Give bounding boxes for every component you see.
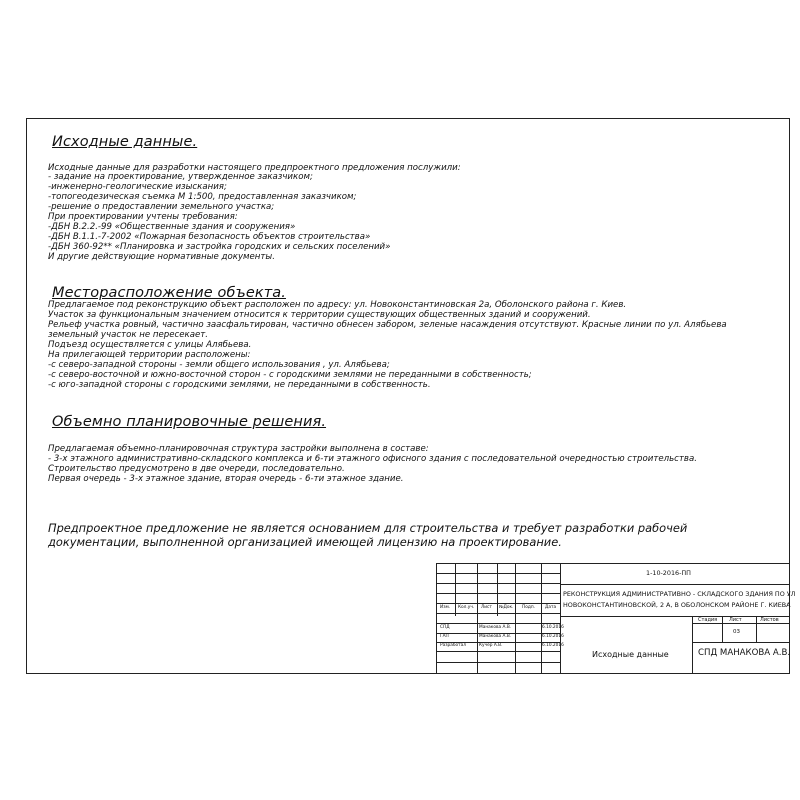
stage-label: Стадия (698, 617, 718, 623)
text-line: -инженерно-геологические изыскания; (48, 182, 227, 192)
section-title-planning-decisions: Объемно планировочные решения. (52, 414, 327, 430)
text-line: -ДБН В.2.2.-99 «Общественные здания и сооружения» (48, 222, 296, 232)
text-line: Подъезд осуществляется с улицы Алябьева. (48, 340, 252, 350)
text-line: - 3-х этажного административно-складского комплекса и 6-ти этажного офисного здания с последовательной очередностью строительства. (48, 454, 697, 464)
signature-name: Манакова А.В. (479, 634, 512, 639)
header-col-list: Лист (481, 605, 492, 610)
header-col-doc: №Док. (499, 605, 514, 610)
text-line: -ДБН 360-92** «Планировка и застройка городских и сельских поселений» (48, 242, 391, 252)
text-line: На прилегающей территории расположены: (48, 350, 251, 360)
disclaimer-note-line: Предпроектное предложение не является основанием для строительства и требует разработки рабочей (48, 521, 688, 535)
header-col-izm: Изм. (440, 605, 451, 610)
header-col-date: Дата (545, 605, 557, 610)
text-line: -ДБН В.1.1.-7-2002 «Пожарная безопасность объектов строительства» (48, 232, 371, 242)
signature-name: Манакова А.В. (479, 625, 512, 630)
signature-role: Разработал (440, 643, 467, 648)
project-title-line-2: НОВОКОНСТАНТИНОВСКОЙ, 2 А, В ОБОЛОНСКОМ РАЙОНЕ Г. КИЕВА (563, 601, 791, 609)
organization-name: СПД МАНАКОВА А.В. (698, 648, 791, 658)
disclaimer-note-line: документации, выполненной организацией имеющей лицензию на проектирование. (48, 535, 562, 549)
project-title-line-1: РЕКОНСТРУКЦИЯ АДМИНИСТРАТИВНО - СКЛАДСКОГО ЗДАНИЯ ПО УЛ (563, 590, 796, 598)
text-line: Первая очередь - 3-х этажное здание, вторая очередь - 6-ти этажное здание. (48, 474, 404, 484)
text-line: Участок за функциональным значением относится к территории существующих общественных зданий и сооружений. (48, 310, 591, 320)
signature-date: 6.10.2016 (542, 634, 564, 639)
text-line: Предлагаемое под реконструкцию объект расположен по адресу: ул. Новоконстантиновская 2а, Оболонского района г. Киев. (48, 300, 627, 310)
sheet-number: 03 (733, 629, 740, 635)
text-line: -топогеодезическая съемка М 1:500, предоставленная заказчиком; (48, 192, 357, 202)
signature-role: СПД (440, 625, 450, 630)
text-line: земельный участок не пересекает. (48, 330, 209, 340)
text-line: - задание на проектирование, утвержденное заказчиком; (48, 172, 313, 182)
text-line: -решение о предоставлении земельного участка; (48, 202, 275, 212)
header-col-kol: Кол.уч. (458, 605, 475, 610)
signature-role: ГАП (440, 634, 449, 639)
text-line: -с северо-восточной и южно-восточной сторон - с городскими землями не переданными в собственность; (48, 370, 532, 380)
signature-date: 6.10.2016 (542, 625, 564, 630)
header-col-podp: Подп. (522, 605, 536, 610)
text-line: Рельеф участка ровный, частично заасфальтирован, частично обнесен забором, зеленые насаждения отсутствуют. Красные линии по ул. Алябьева (48, 320, 727, 330)
section-title-location: Месторасположение объекта. (52, 285, 286, 301)
text-line: Предлагаемая объемно-планировочная структура застройки выполнена в составе: (48, 444, 429, 454)
sheet-label: Лист (729, 617, 742, 623)
sheets-total-label: Листов (760, 617, 779, 623)
text-line: -с северо-западной стороны - земли общего использования , ул. Алябьева; (48, 360, 390, 370)
doc-code: 1-10-2016-ПП (646, 569, 691, 577)
text-line: -с юго-западной стороны с городскими землями, не переданными в собственность. (48, 380, 431, 390)
sheet-title: Исходные данные (592, 650, 669, 659)
signature-name: Кучер А.В. (479, 643, 503, 648)
text-line: При проектировании учтены требования: (48, 212, 238, 222)
text-line: И другие действующие нормативные документы. (48, 252, 275, 262)
section-title-initial-data: Исходные данные. (52, 134, 198, 150)
text-line: Исходные данные для разработки настоящего предпроектного предложения послужили: (48, 163, 461, 173)
text-line: Строительство предусмотрено в две очереди, последовательно. (48, 464, 345, 474)
signature-date: 6.10.2016 (542, 643, 564, 648)
